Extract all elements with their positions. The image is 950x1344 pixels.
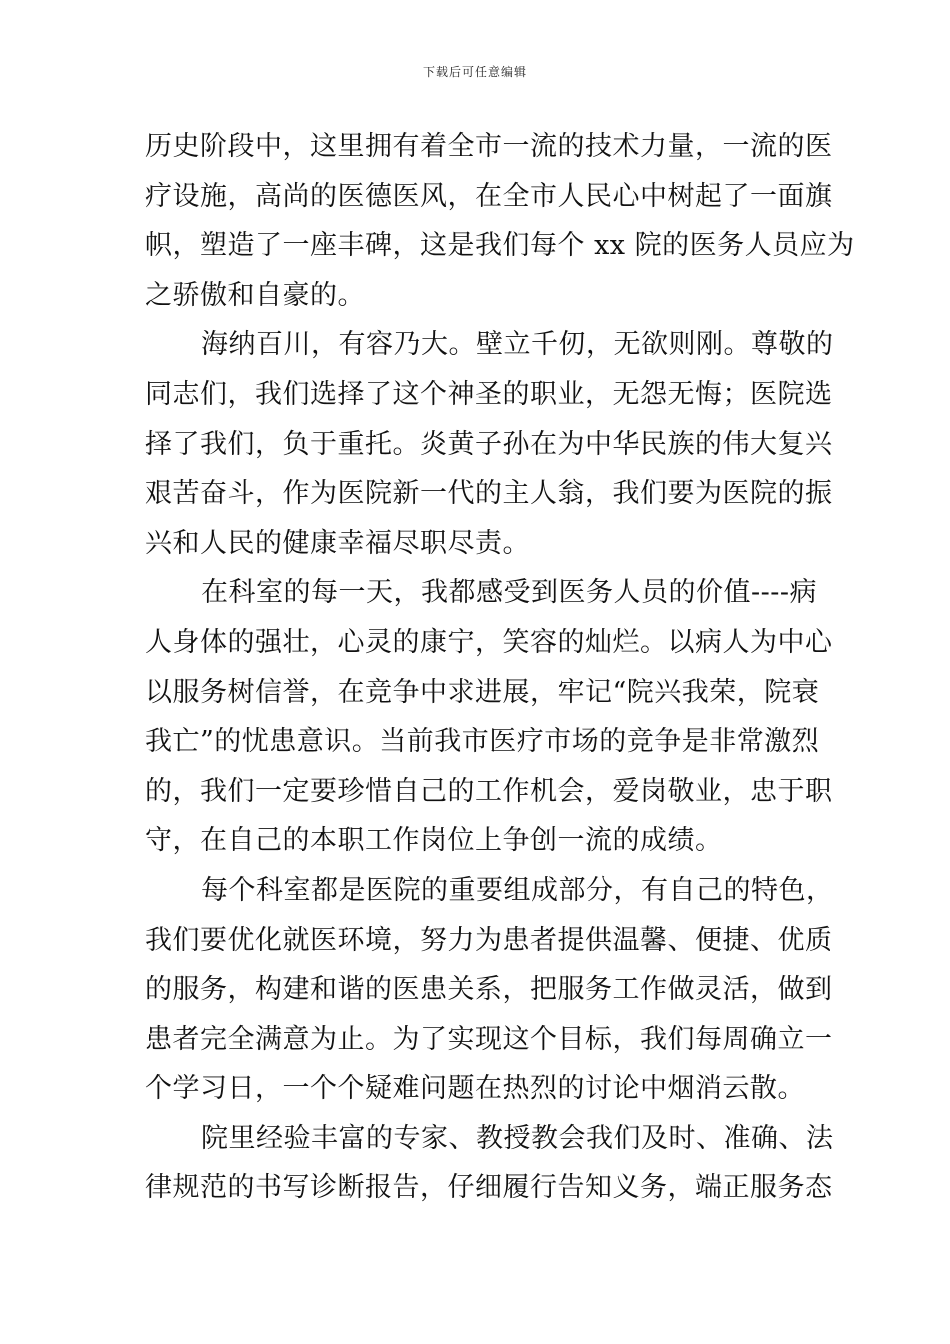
text-line: 的服务，构建和谐的医患关系，把服务工作做灵活，做到 — [145, 974, 833, 1006]
text-line: 守，在自己的本职工作岗位上争创一流的成绩。 — [145, 825, 723, 857]
text-line: 律规范的书写诊断报告，仔细履行告知义务，端正服务态 — [145, 1172, 833, 1204]
text-line: 以服务树信誉，在竞争中求进展，牢记“院兴我荣，院衰 — [145, 676, 820, 708]
text-line: 个学习日，一个个疑难问题在热烈的讨论中烟消云散。 — [145, 1073, 805, 1105]
document-body — [145, 122, 855, 1213]
text-line: 帜，塑造了一座丰碑，这是我们每个 xx 院的医务人员应为 — [145, 230, 855, 262]
text-line: 疗设施，高尚的医德医风，在全市人民心中树起了一面旗 — [145, 180, 833, 212]
text-line: 艰苦奋斗，作为医院新一代的主人翁，我们要为医院的振 — [145, 478, 833, 510]
text-line: 的，我们一定要珍惜自己的工作机会，爱岗敬业，忠于职 — [145, 775, 833, 807]
text-line: 兴和人民的健康幸福尽职尽责。 — [145, 527, 530, 559]
text-line: 我亡”的忧患意识。当前我市医疗市场的竞争是非常激烈 — [145, 726, 820, 758]
paragraph-first-line: 海纳百川，有容乃大。壁立千仞，无欲则刚。尊敬的 — [201, 329, 834, 361]
text-line: 我们要优化就医环境，努力为患者提供温馨、便捷、优质 — [145, 924, 833, 956]
text-line: 之骄傲和自豪的。 — [145, 279, 365, 311]
text-line: 患者完全满意为止。为了实现这个目标，我们每周确立一 — [145, 1023, 833, 1055]
text-line: 同志们，我们选择了这个神圣的职业，无怨无悔；医院选 — [145, 378, 833, 410]
page-header: 下载后可任意编辑 — [422, 65, 527, 79]
paragraph-first-line: 院里经验丰富的专家、教授教会我们及时、准确、法 — [201, 1122, 834, 1154]
paragraph-first-line: 在科室的每一天，我都感受到医务人员的价值----病 — [201, 577, 817, 609]
text-line: 择了我们，负于重托。炎黄子孙在为中华民族的伟大复兴 — [145, 428, 833, 460]
text-line: 历史阶段中，这里拥有着全市一流的技术力量，一流的医 — [145, 131, 833, 162]
text-line: 人身体的强壮，心灵的康宁，笑容的灿烂。以病人为中心 — [145, 626, 833, 658]
paragraph-first-line: 每个科室都是医院的重要组成部分，有自己的特色， — [201, 874, 834, 906]
